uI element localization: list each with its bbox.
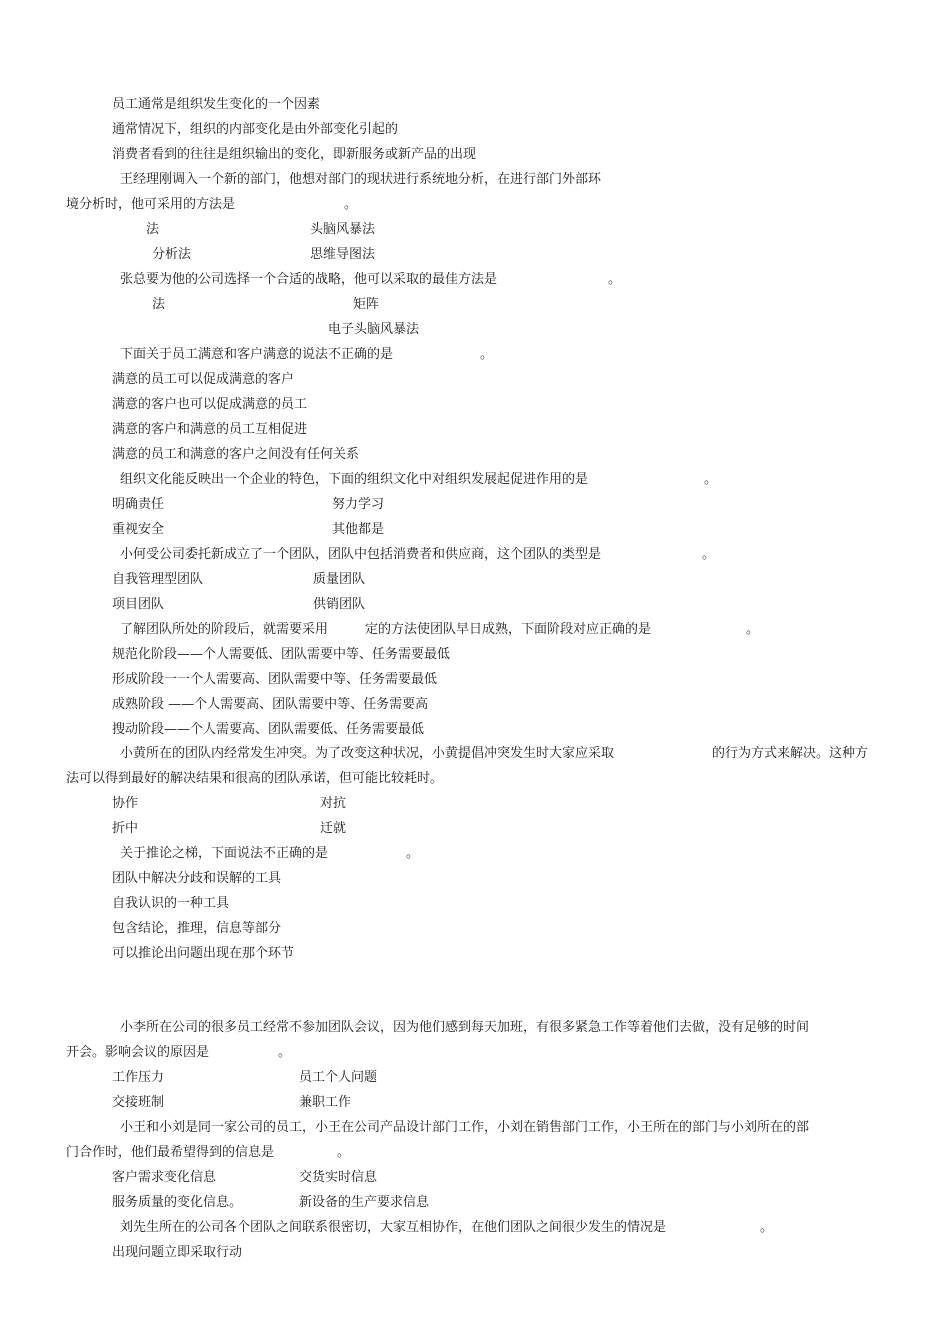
text-line: 下面关于员工满意和客户满意的说法不正确的是 (120, 347, 394, 362)
option-d: 供销团队 (313, 597, 366, 612)
text-line: 。 (337, 1145, 351, 1160)
text-line: 刘先生所在的公司各个团队之间联系很密切，大家互相协作，在他们团队之间很少发生的情况是 (120, 1220, 667, 1235)
option-a: 明确责任 (112, 497, 165, 512)
option-d: 电子头脑风暴法 (328, 322, 420, 337)
option-b: 自我认识的一种工具 (112, 896, 230, 911)
text-line: 法可以得到最好的解决结果和很高的团队承诺，但可能比较耗时。 (66, 771, 444, 786)
option-a: 出现问题立即采取行动 (112, 1245, 243, 1260)
text-line: 。 (278, 1045, 292, 1060)
option-a: 法 (152, 297, 166, 312)
option-d: 其他都是 (332, 522, 385, 537)
option-a: 法 (146, 222, 160, 237)
text-line: 。 (702, 547, 716, 562)
option-d: 兼职工作 (299, 1095, 352, 1110)
option-b: 交货实时信息 (299, 1170, 378, 1185)
text-line: 。 (746, 622, 760, 637)
text-line: 小黄所在的团队内经常发生冲突。为了改变这种状况，小黄提倡冲突发生时大家应采取 (120, 746, 615, 761)
option-a: 满意的员工可以促成满意的客户 (112, 372, 295, 387)
text-line: 王经理刚调入一个新的部门，他想对部门的现状进行系统地分析，在进行部门外部环 (120, 172, 602, 187)
text-line: 小何受公司委托新成立了一个团队，团队中包括消费者和供应商，这个团队的类型是 (120, 547, 602, 562)
text-line: 组织文化能反映出一个企业的特色，下面的组织文化中对组织发展起促进作用的是 (120, 472, 589, 487)
text-line: 通常情况下，组织的内部变化是由外部变化引起的 (112, 122, 399, 137)
option-b: 对抗 (320, 796, 347, 811)
text-line: 。 (406, 846, 420, 861)
option-c: 分析法 (152, 247, 192, 262)
option-c: 服务质量的变化信息。 (112, 1195, 243, 1210)
text-line: 。 (344, 197, 358, 212)
option-d: 迁就 (320, 821, 347, 836)
text-line: 员工通常是组织发生变化的一个因素 (112, 97, 321, 112)
option-b: 质量团队 (313, 572, 366, 587)
option-c: 重视安全 (112, 522, 165, 537)
text-line: 开会。影响会议的原因是 (66, 1045, 210, 1060)
option-b: 员工个人问题 (299, 1070, 378, 1085)
text-line: 境分析时，他可采用的方法是 (66, 197, 236, 212)
text-line: 消费者看到的往往是组织输出的变化，即新服务或新产品的出现 (112, 147, 477, 162)
text-line: 。 (608, 272, 622, 287)
option-a: 自我管理型团队 (112, 572, 204, 587)
option-a: 团队中解决分歧和误解的工具 (112, 871, 282, 886)
text-line: 门合作时，他们最希望得到的信息是 (66, 1145, 275, 1160)
option-c: 项目团队 (112, 597, 165, 612)
option-a: 规范化阶段——个人需要低、团队需要中等、任务需要最低 (112, 647, 451, 662)
text-line: 定的方法使团队早日成熟，下面阶段对应正确的是 (365, 622, 652, 637)
option-a: 协作 (112, 796, 139, 811)
option-d: 新设备的生产要求信息 (299, 1195, 430, 1210)
option-c: 包含结论，推理，信息等部分 (112, 921, 282, 936)
option-d: 满意的员工和满意的客户之间没有任何关系 (112, 447, 360, 462)
text-line: 关于推论之梯，下面说法不正确的是 (120, 846, 329, 861)
text-line: 。 (480, 347, 494, 362)
option-b: 努力学习 (332, 497, 385, 512)
option-b: 矩阵 (353, 297, 380, 312)
text-line: 小李所在公司的很多员工经常不参加团队会议，因为他们感到每天加班，有很多紧急工作等着他们去做，没有足够的时间 (120, 1020, 810, 1035)
option-d: 搜动阶段——个人需要高、团队需要低、任务需要最低 (112, 722, 425, 737)
option-c: 成熟阶段 ——个人需要高、团队需要中等、任务需要高 (112, 697, 429, 712)
option-c: 折中 (112, 821, 139, 836)
text-line: 的行为方式来解决。这种方 (712, 746, 869, 761)
text-line: 。 (704, 472, 718, 487)
option-c: 满意的客户和满意的员工互相促进 (112, 422, 308, 437)
option-a: 客户需求变化信息 (112, 1170, 217, 1185)
option-d: 可以推论出问题出现在那个环节 (112, 946, 295, 961)
option-c: 交接班制 (112, 1095, 165, 1110)
option-b: 形成阶段一一个人需要高、团队需要中等、任务需要最低 (112, 672, 438, 687)
text-line: 张总要为他的公司选择一个合适的战略，他可以采取的最佳方法是 (120, 272, 498, 287)
option-d: 思维导图法 (310, 247, 376, 262)
option-a: 工作压力 (112, 1070, 165, 1085)
text-line: 了解团队所处的阶段后，就需要采用 (120, 622, 329, 637)
text-line: 小王和小刘是同一家公司的员工，小王在公司产品设计部门工作，小刘在销售部门工作，小王所在的部门与小刘所在的部 (120, 1120, 810, 1135)
text-line: 。 (760, 1220, 774, 1235)
option-b: 满意的客户也可以促成满意的员工 (112, 397, 308, 412)
option-b: 头脑风暴法 (310, 222, 376, 237)
